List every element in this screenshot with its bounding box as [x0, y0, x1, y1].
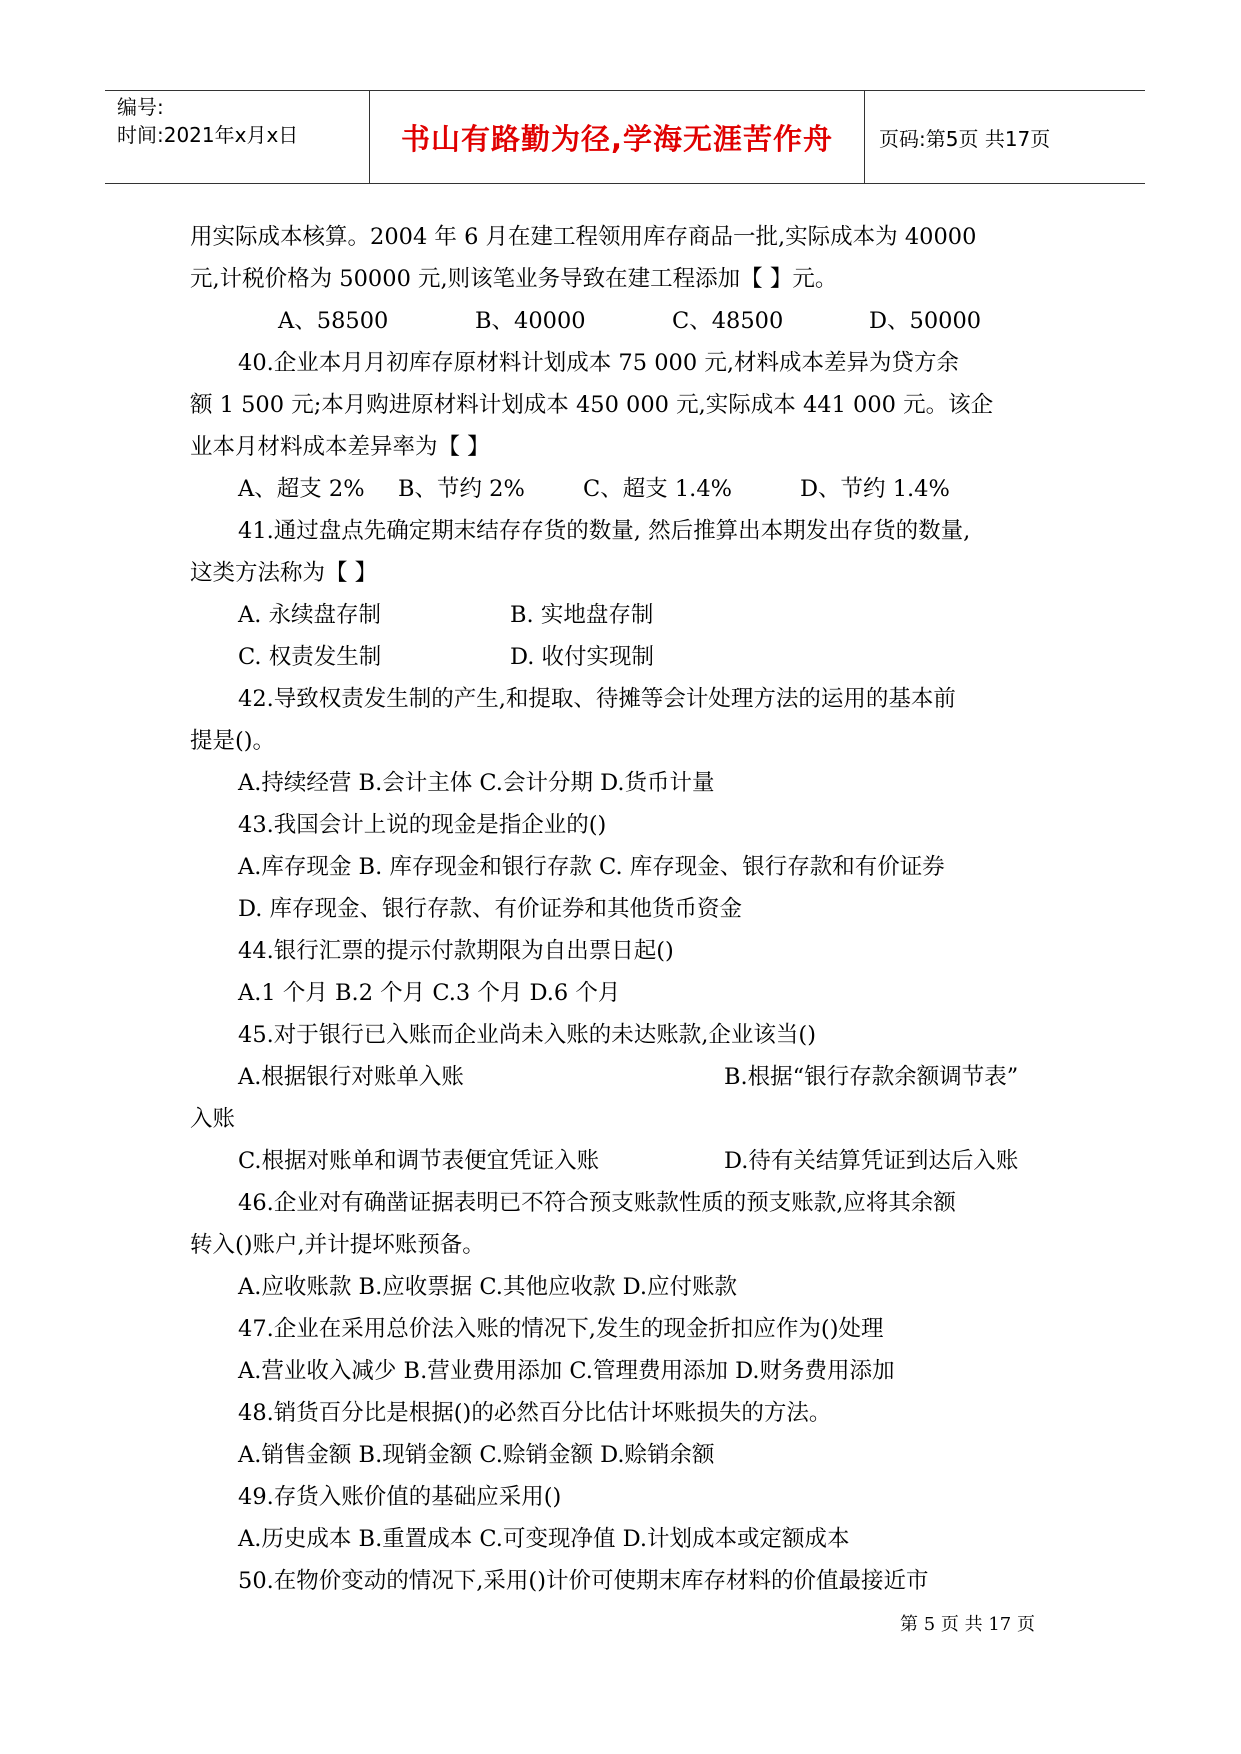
options-q41-cd — [190, 636, 1070, 678]
text-line: 入账 — [190, 1106, 236, 1132]
text-line: 提是()。 — [190, 728, 276, 754]
option-a: A.根据银行对账单入账 — [238, 1064, 464, 1090]
option-c: C. 权责发生制 — [238, 644, 382, 670]
options-q43: A.库存现金 B. 库存现金和银行存款 C. 库存现金、银行存款和有价证券 — [238, 854, 945, 880]
option-c: C、48500 — [672, 308, 784, 334]
question-44: 44.银行汇票的提示付款期限为自出票日起() — [238, 938, 674, 964]
question-49: 49.存货入账价值的基础应采用() — [238, 1484, 562, 1510]
page-footer: 第 5 页 共 17 页 — [900, 1614, 1035, 1635]
option-c: C.根据对账单和调节表便宜凭证入账 — [238, 1148, 600, 1174]
options-q45-ab — [190, 1056, 1070, 1098]
text-line: 业本月材料成本差异率为【 】 — [190, 434, 490, 460]
question-50: 50.在物价变动的情况下,采用()计价可使期末库存材料的价值最接近市 — [238, 1568, 929, 1594]
options-q43-d: D. 库存现金、银行存款、有价证券和其他货币资金 — [238, 896, 743, 922]
header-meta — [105, 91, 370, 183]
text-line: 元,计税价格为 50000 元,则该笔业务导致在建工程添加【 】元。 — [190, 266, 838, 292]
option-b: B、节约 2% — [398, 476, 525, 502]
question-45: 45.对于银行已入账而企业尚未入账的未达账款,企业该当() — [238, 1022, 816, 1048]
document-time-label: 时间:2021年x月x日 — [117, 123, 299, 147]
options-q39 — [190, 300, 1070, 342]
question-43: 43.我国会计上说的现金是指企业的() — [238, 812, 607, 838]
document-body — [190, 216, 1070, 1602]
option-d: D.待有关结算凭证到达后入账 — [724, 1148, 1019, 1174]
option-b: B.根据“银行存款余额调节表” — [724, 1064, 1019, 1090]
header-page-cell — [865, 91, 1145, 183]
option-b: B. 实地盘存制 — [510, 602, 654, 628]
options-q44: A.1 个月 B.2 个月 C.3 个月 D.6 个月 — [238, 980, 621, 1006]
question-48: 48.销货百分比是根据()的必然百分比估计坏账损失的方法。 — [238, 1400, 832, 1426]
option-d: D、节约 1.4% — [800, 476, 950, 502]
options-q42: A.持续经营 B.会计主体 C.会计分期 D.货币计量 — [238, 770, 715, 796]
question-47: 47.企业在采用总价法入账的情况下,发生的现金折扣应作为()处理 — [238, 1316, 884, 1342]
option-d: D. 收付实现制 — [510, 644, 655, 670]
question-40: 40.企业本月月初库存原材料计划成本 75 000 元,材料成本差异为贷方余 — [238, 350, 959, 376]
text-line: 额 1 500 元;本月购进原材料计划成本 450 000 元,实际成本 441 000 元。该企 — [190, 392, 994, 418]
document-number-label: 编号: — [117, 95, 164, 119]
header-page-label: 页码:第5页 共17页 — [879, 126, 1051, 151]
option-a: A、58500 — [278, 308, 389, 334]
options-q41-ab — [190, 594, 1070, 636]
question-42: 42.导致权责发生制的产生,和提取、待摊等会计处理方法的运用的基本前 — [238, 686, 956, 712]
header-motto-cell — [370, 91, 865, 183]
text-line: 转入()账户,并计提坏账预备。 — [190, 1232, 485, 1258]
header-motto: 书山有路勤为径,学海无涯苦作舟 — [400, 121, 834, 156]
question-41: 41.通过盘点先确定期末结存存货的数量, 然后推算出本期发出存货的数量, — [238, 518, 971, 544]
options-q40 — [190, 468, 1070, 510]
option-a: A、超支 2% — [238, 476, 365, 502]
options-q48: A.销售金额 B.现销金额 C.赊销金额 D.赊销余额 — [238, 1442, 715, 1468]
option-a: A. 永续盘存制 — [238, 602, 382, 628]
options-q46: A.应收账款 B.应收票据 C.其他应收款 D.应付账款 — [238, 1274, 737, 1300]
question-46: 46.企业对有确凿证据表明已不符合预支账款性质的预支账款,应将其余额 — [238, 1190, 956, 1216]
options-q45-cd — [190, 1140, 1070, 1182]
text-line: 这类方法称为【 】 — [190, 560, 378, 586]
option-d: D、50000 — [869, 308, 982, 334]
options-q47: A.营业收入减少 B.营业费用添加 C.管理费用添加 D.财务费用添加 — [238, 1358, 895, 1384]
options-q49: A.历史成本 B.重置成本 C.可变现净值 D.计划成本或定额成本 — [238, 1526, 850, 1552]
text-line: 用实际成本核算。2004 年 6 月在建工程领用库存商品一批,实际成本为 40000 — [190, 224, 977, 250]
option-b: B、40000 — [475, 308, 586, 334]
option-c: C、超支 1.4% — [583, 476, 733, 502]
page-header — [105, 90, 1145, 184]
